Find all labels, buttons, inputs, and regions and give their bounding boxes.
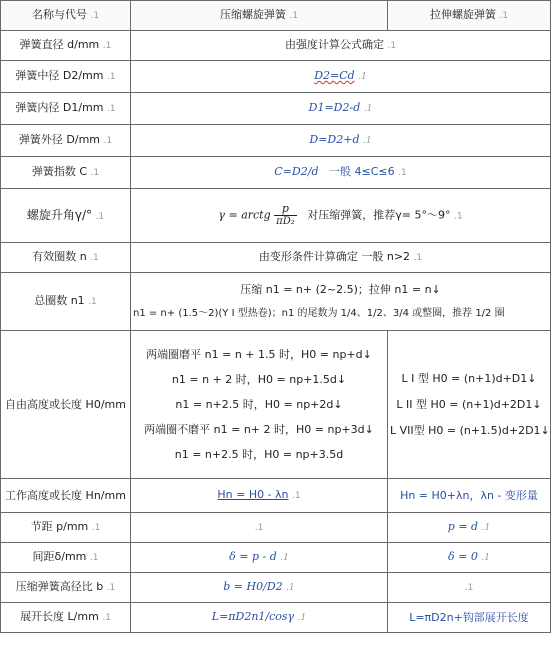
table-row <box>1 61 551 93</box>
extension-value: δ = 0 .1 <box>388 543 551 573</box>
table-row <box>1 603 551 633</box>
row-formula: C=D2/d 一般 4≤C≤6 .1 <box>131 157 551 189</box>
row-value: 由变形条件计算确定 一般 n>2 .1 <box>131 243 551 273</box>
row-label: 压缩弹簧高径比 b .1 <box>1 573 131 603</box>
table-row <box>1 189 551 243</box>
row-label: 有效圈数 n .1 <box>1 243 131 273</box>
row-label: 弹簧直径 d/mm .1 <box>1 31 131 61</box>
row-value: 压缩 n1 = n+ (2~2.5)；拉伸 n1 = n↓ n1 = n+ (1.5～2)(Y I 型热卷)；n1 的尾数为 1/4、1/2、3/4 或整圈，推荐 1/2 圈 <box>131 273 551 331</box>
table-header-row <box>1 1 551 31</box>
table-row <box>1 543 551 573</box>
row-label: 间距δ/mm .1 <box>1 543 131 573</box>
table-row <box>1 573 551 603</box>
row-formula: D=D2+d .1 <box>131 125 551 157</box>
table-row <box>1 513 551 543</box>
row-label: 弹簧外径 D/mm .1 <box>1 125 131 157</box>
row-label: 节距 p/mm .1 <box>1 513 131 543</box>
extension-value: L=πD2n+钩部展开长度 <box>388 603 551 633</box>
table-row <box>1 93 551 125</box>
header-name-code: 名称与代号 .1 <box>1 1 131 31</box>
header-compression-spring: 压缩螺旋弹簧 .1 <box>131 1 388 31</box>
header-extension-spring: 拉伸螺旋弹簧 .1 <box>388 1 551 31</box>
row-label: 工作高度或长度 Hn/mm <box>1 479 131 513</box>
extension-value: p = d .1 <box>388 513 551 543</box>
compression-value: b = H0/D2 .1 <box>131 573 388 603</box>
extension-free-length: L I 型 H0 = (n+1)d+D1↓ L II 型 H0 = (n+1)d+2D1↓ L VII型 H0 = (n+1.5)d+2D1↓ <box>388 331 551 479</box>
compression-value: L=πD2n1/cosγ .1 <box>131 603 388 633</box>
row-label: 自由高度或长度 H0/mm <box>1 331 131 479</box>
table-row <box>1 243 551 273</box>
table-row <box>1 31 551 61</box>
compression-value: .1 <box>131 513 388 543</box>
extension-value: Hn = H0+λn，λn - 变形量 <box>388 479 551 513</box>
row-formula: D1=D2-d .1 <box>131 93 551 125</box>
compression-value: Hn = H0 - λn .1 <box>131 479 388 513</box>
row-label: 弹簧指数 C .1 <box>1 157 131 189</box>
row-label: 总圈数 n1 .1 <box>1 273 131 331</box>
compression-free-length: 两端圈磨平 n1 = n + 1.5 时，H0 = np+d↓ n1 = n + 2 时，H0 = np+1.5d↓ n1 = n+2.5 时，H0 = np+2d↓ 两端圈不磨平 n1 = n+ 2 时，H0 = np+3d↓ n1 = n+2.5 时，H0 = np+3.5d <box>131 331 388 479</box>
table-row <box>1 479 551 513</box>
table-row <box>1 157 551 189</box>
row-label: 螺旋升角γ/° .1 <box>1 189 131 243</box>
row-formula: D2=Cd .1 <box>131 61 551 93</box>
table-row <box>1 125 551 157</box>
row-label: 展开长度 L/mm .1 <box>1 603 131 633</box>
extension-value: .1 <box>388 573 551 603</box>
compression-value: δ = p - d .1 <box>131 543 388 573</box>
row-label: 弹簧中径 D2/mm .1 <box>1 61 131 93</box>
row-label: 弹簧内径 D1/mm .1 <box>1 93 131 125</box>
row-value: 由强度计算公式确定 .1 <box>131 31 551 61</box>
fraction: $\frac{p}{\text{πD₂}}$ <box>276 202 295 227</box>
table-row <box>1 273 551 331</box>
row-formula: γ = arctg $\frac{p}{\text{πD₂}}$ 对压缩弹簧，推荐γ= 5°～9° .1 <box>131 189 551 243</box>
table-row <box>1 331 551 479</box>
